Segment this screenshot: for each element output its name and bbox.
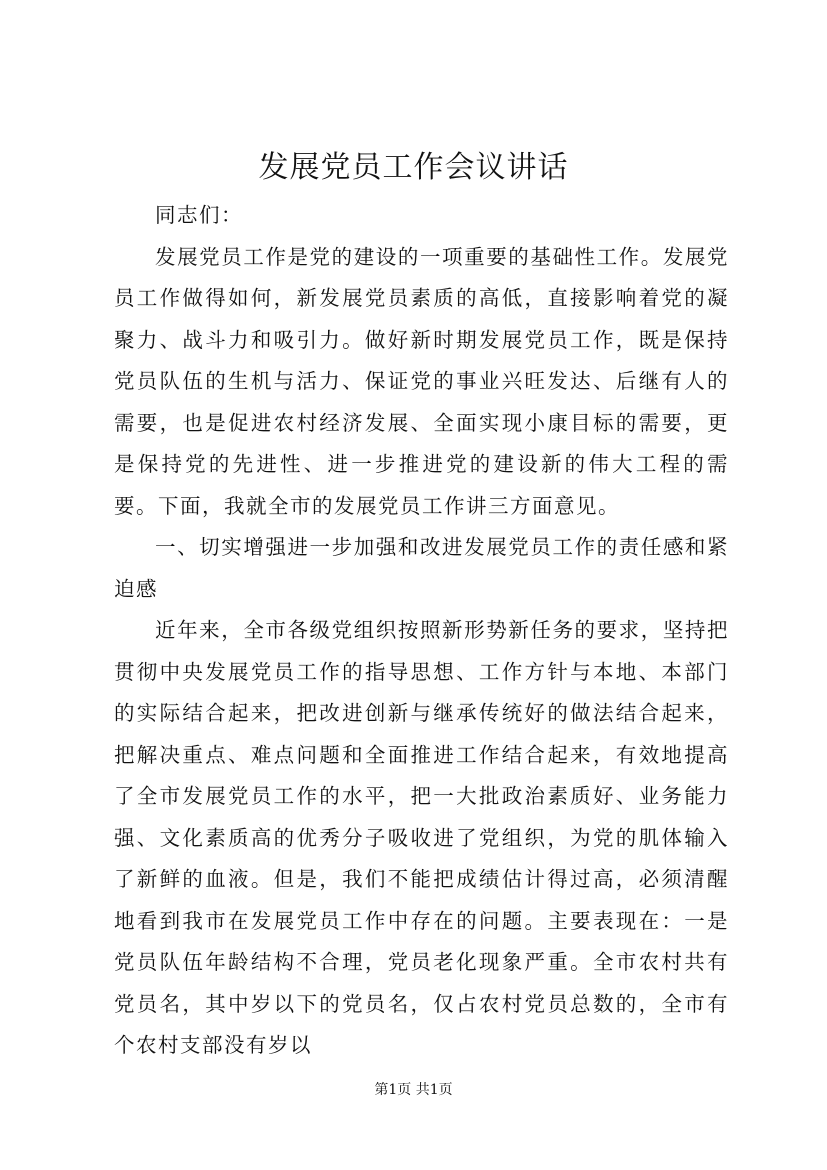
intro-paragraph: 发展党员工作是党的建设的一项重要的基础性工作。发展党员工作做得如何，新发展党员素质的高低，直接影响着党的凝聚力、战斗力和吸引力。做好新时期发展党员工作，既是保持党员队伍的生机与活力、保证党的事业兴旺发达、后继有人的需要，也是促进农村经济发展、全面实现小康目标的需要，更是保持党的先进性、进一步推进党的建设新的伟大工程的需要。下面，我就全市的发展党员工作讲三方面意见。 [114,244,729,518]
section-heading-1: 一、切实增强进一步加强和改进发展党员工作的责任感和紧迫感 [114,535,729,601]
page-footer: 第1页 共1页 [374,1082,453,1098]
document-body [114,195,729,1067]
body-paragraph: 近年来，全市各级党组织按照新形势新任务的要求，坚持把贯彻中央发展党员工作的指导思想、工作方针与本地、本部门的实际结合起来，把改进创新与继承传统好的做法结合起来，把解决重点、难点问题和全面推进工作结合起来，有效地提高了全市发展党员工作的水平，把一大批政治素质好、业务能力强、文化素质高的优秀分子吸收进了党组织，为党的肌体输入了新鲜的血液。但是，我们不能把成绩估计得过高，必须清醒地看到我市在发展党员工作中存在的问题。主要表现在：一是党员队伍年龄结构不合理，党员老化现象严重。全市农村共有党员名，其中岁以下的党员名，仅占农村党员总数的，全市有个农村支部没有岁以 [114,618,729,1057]
page-title: 发展党员工作会议讲话 [258,150,569,185]
salutation-paragraph: 同志们： [155,203,243,227]
